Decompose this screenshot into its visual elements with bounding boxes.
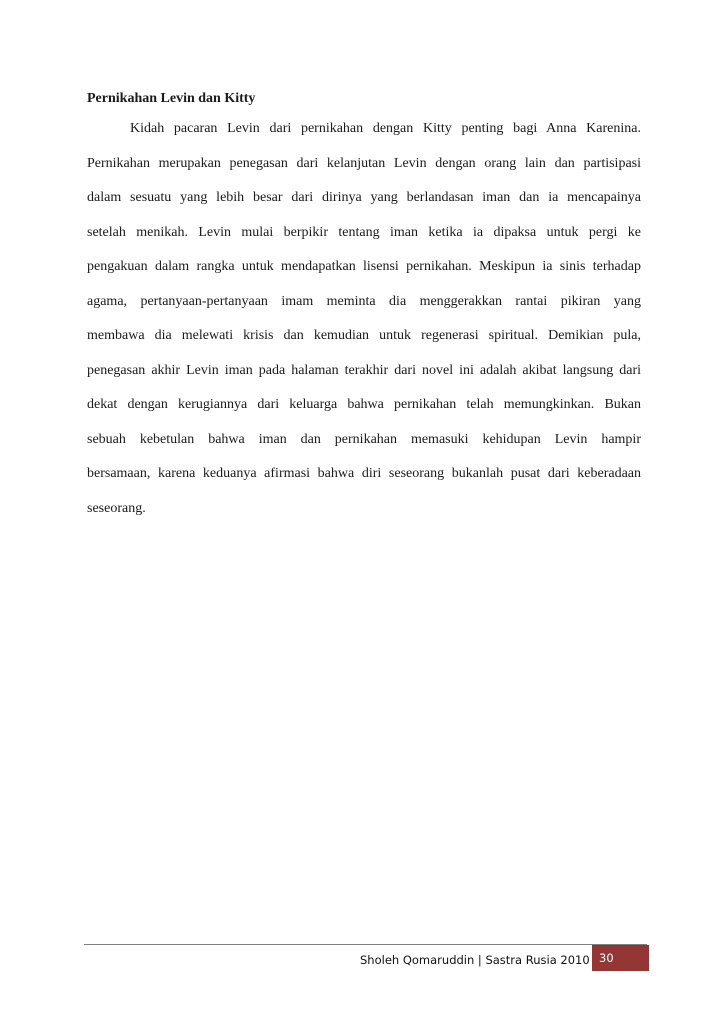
paragraph-line: setelah menikah. Levin mulai berpikir tentang iman ketika ia dipaksa untuk pergi ke xyxy=(87,224,641,240)
footer-divider xyxy=(84,944,647,945)
section-heading: Pernikahan Levin dan Kitty xyxy=(87,91,256,106)
page-number-badge xyxy=(590,945,649,971)
paragraph-line: sebuah kebetulan bahwa iman dan pernikahan memasuki kehidupan Levin hampir xyxy=(87,431,641,447)
page-number: 30 xyxy=(599,951,614,965)
footer-author-text: Sholeh Qomaruddin | Sastra Rusia 2010 xyxy=(360,953,590,967)
paragraph-line: Pernikahan merupakan penegasan dari kelanjutan Levin dengan orang lain dan partisipasi xyxy=(87,155,641,171)
paragraph-line: dekat dengan kerugiannya dari keluarga bahwa pernikahan telah memungkinkan. Bukan xyxy=(87,397,641,412)
paragraph-line: penegasan akhir Levin iman pada halaman terakhir dari novel ini adalah akibat langsung dari xyxy=(87,362,641,378)
paragraph-line: pengakuan dalam rangka untuk mendapatkan lisensi pernikahan. Meskipun ia sinis terhadap xyxy=(87,259,641,274)
body-paragraph xyxy=(87,120,641,534)
paragraph-line: dalam sesuatu yang lebih besar dari dirinya yang berlandasan iman dan ia mencapainya xyxy=(87,190,641,205)
paragraph-line: Kidah pacaran Levin dari pernikahan dengan Kitty penting bagi Anna Karenina. xyxy=(130,121,641,136)
paragraph-line: bersamaan, karena keduanya afirmasi bahwa diri seseorang bukanlah pusat dari keberadaan xyxy=(87,466,641,481)
paragraph-line: seseorang. xyxy=(87,500,146,516)
paragraph-line: membawa dia melewati krisis dan kemudian untuk regenerasi spiritual. Demikian pula, xyxy=(87,328,641,343)
paragraph-line: agama, pertanyaan-pertanyaan imam meminta dia menggerakkan rantai pikiran yang xyxy=(87,293,641,309)
